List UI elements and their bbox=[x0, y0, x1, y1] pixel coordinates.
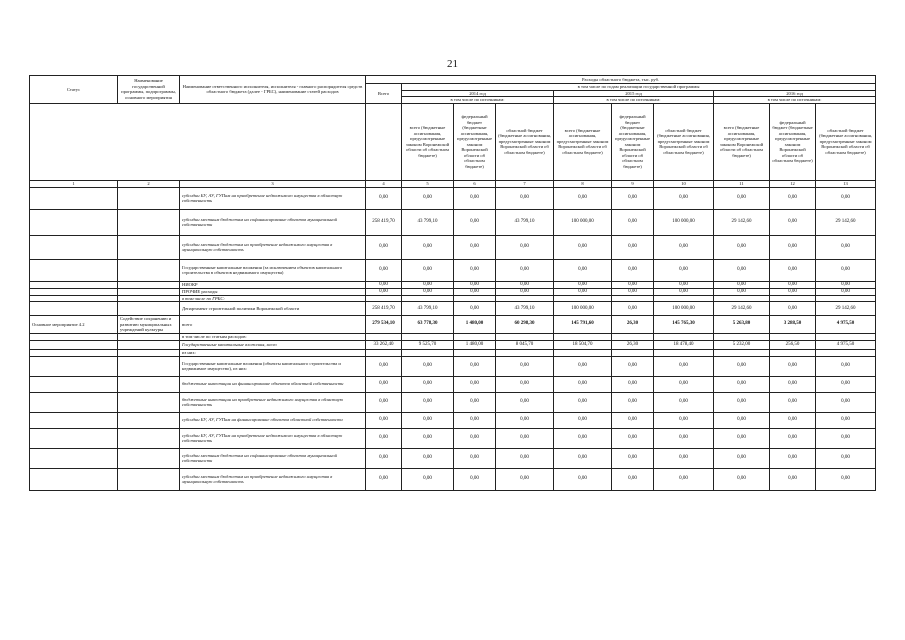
value-cell: 0,00 bbox=[554, 281, 612, 288]
header-col-federal: федеральный бюджет (бюджетные ассигнования, предусмотренные законом Воронежской области об областном бюджете) bbox=[612, 103, 654, 180]
value-cell: 0,00 bbox=[770, 468, 816, 490]
value-cell: 0,00 bbox=[496, 428, 554, 448]
value-cell bbox=[612, 349, 654, 356]
value-cell: 0,00 bbox=[454, 428, 496, 448]
expense-item-cell: в том числе по ГРБС: bbox=[180, 295, 366, 302]
value-cell: 0,00 bbox=[402, 376, 454, 392]
program-name-cell bbox=[118, 412, 180, 428]
expense-item-cell: Государственные капитальные вложения (за исключением объектов капитального строительства в объектов недвижимого имущества) bbox=[180, 259, 366, 281]
status-cell bbox=[30, 259, 118, 281]
value-cell bbox=[496, 349, 554, 356]
status-cell bbox=[30, 235, 118, 259]
value-cell: 0,00 bbox=[496, 448, 554, 468]
value-cell: 0,00 bbox=[654, 259, 714, 281]
value-cell: 0,00 bbox=[654, 448, 714, 468]
value-cell: 0,00 bbox=[770, 412, 816, 428]
value-cell: 0,00 bbox=[496, 468, 554, 490]
value-cell: 0,00 bbox=[402, 392, 454, 412]
value-cell: 100 000,00 bbox=[554, 209, 612, 235]
value-cell: 0,00 bbox=[816, 187, 876, 209]
value-cell: 0,00 bbox=[654, 428, 714, 448]
status-cell bbox=[30, 302, 118, 316]
value-cell: 0,00 bbox=[402, 428, 454, 448]
value-cell: 0,00 bbox=[612, 392, 654, 412]
program-name-cell bbox=[118, 281, 180, 288]
value-cell: 0,00 bbox=[770, 187, 816, 209]
expenses-table bbox=[29, 75, 876, 491]
value-cell: 0,00 bbox=[816, 428, 876, 448]
value-cell: 0,00 bbox=[496, 376, 554, 392]
value-cell bbox=[554, 349, 612, 356]
value-cell: 0,00 bbox=[496, 259, 554, 281]
column-number: 9 bbox=[612, 180, 654, 187]
value-cell: 18 478,40 bbox=[654, 340, 714, 349]
value-cell: 0,00 bbox=[554, 235, 612, 259]
program-name-cell bbox=[118, 376, 180, 392]
value-cell: 0,00 bbox=[714, 428, 770, 448]
value-cell: 0,00 bbox=[366, 468, 402, 490]
table-row bbox=[30, 235, 876, 259]
value-cell: 0,00 bbox=[554, 259, 612, 281]
value-cell bbox=[366, 349, 402, 356]
value-cell: 0,00 bbox=[454, 468, 496, 490]
value-cell: 0,00 bbox=[612, 187, 654, 209]
value-cell: 0,00 bbox=[554, 448, 612, 468]
value-cell: 26,30 bbox=[612, 316, 654, 334]
header-year-2014: 2014 год bbox=[402, 90, 554, 97]
expense-item-cell: ПРОЧИЕ расходы bbox=[180, 288, 366, 295]
value-cell: 0,00 bbox=[366, 288, 402, 295]
expense-item-cell: Государственные капитальные вложения, всего bbox=[180, 340, 366, 349]
value-cell: 0,00 bbox=[612, 302, 654, 316]
header-by-sources: в том числе по источникам: bbox=[554, 97, 714, 104]
program-name-cell bbox=[118, 392, 180, 412]
value-cell: 1 480,00 bbox=[454, 340, 496, 349]
value-cell: 258 419,70 bbox=[366, 302, 402, 316]
value-cell: 0,00 bbox=[714, 448, 770, 468]
value-cell: 4 975,50 bbox=[816, 340, 876, 349]
value-cell: 0,00 bbox=[714, 281, 770, 288]
value-cell: 0,00 bbox=[654, 376, 714, 392]
value-cell: 0,00 bbox=[454, 187, 496, 209]
value-cell: 0,00 bbox=[612, 412, 654, 428]
value-cell bbox=[496, 333, 554, 340]
column-number: 12 bbox=[770, 180, 816, 187]
column-number: 2 bbox=[118, 180, 180, 187]
expense-item-cell: НИОКР bbox=[180, 281, 366, 288]
value-cell: 18 504,70 bbox=[554, 340, 612, 349]
value-cell: 0,00 bbox=[714, 376, 770, 392]
value-cell: 0,00 bbox=[714, 235, 770, 259]
expense-item-cell: в том числе по статьям расходов: bbox=[180, 333, 366, 340]
value-cell: 0,00 bbox=[816, 281, 876, 288]
value-cell: 258 419,70 bbox=[366, 209, 402, 235]
value-cell: 0,00 bbox=[714, 288, 770, 295]
value-cell: 0,00 bbox=[770, 302, 816, 316]
status-cell bbox=[30, 340, 118, 349]
expense-item-cell: Государственные капитальные вложения (объекты капитального строительства и недвижимое имущество), из них: bbox=[180, 356, 366, 376]
value-cell: 0,00 bbox=[654, 356, 714, 376]
value-cell: 3 288,50 bbox=[770, 316, 816, 334]
value-cell: 4 975,50 bbox=[816, 316, 876, 334]
value-cell: 33 262,40 bbox=[366, 340, 402, 349]
value-cell: 0,00 bbox=[770, 428, 816, 448]
header-by-sources: в том числе по источникам: bbox=[402, 97, 554, 104]
value-cell: 0,00 bbox=[816, 235, 876, 259]
value-cell: 0,00 bbox=[654, 288, 714, 295]
column-number: 11 bbox=[714, 180, 770, 187]
page-number: 21 bbox=[447, 58, 458, 70]
value-cell bbox=[454, 349, 496, 356]
status-cell bbox=[30, 209, 118, 235]
status-cell bbox=[30, 356, 118, 376]
value-cell: 0,00 bbox=[816, 412, 876, 428]
table-row bbox=[30, 349, 876, 356]
value-cell: 0,00 bbox=[496, 288, 554, 295]
value-cell: 256,50 bbox=[770, 340, 816, 349]
status-cell bbox=[30, 288, 118, 295]
value-cell bbox=[454, 333, 496, 340]
program-name-cell bbox=[118, 187, 180, 209]
value-cell bbox=[770, 349, 816, 356]
value-cell: 0,00 bbox=[612, 376, 654, 392]
status-cell bbox=[30, 349, 118, 356]
value-cell: 0,00 bbox=[496, 187, 554, 209]
table-row bbox=[30, 302, 876, 316]
value-cell: 0,00 bbox=[714, 356, 770, 376]
status-cell bbox=[30, 376, 118, 392]
value-cell: 0,00 bbox=[770, 376, 816, 392]
value-cell: 0,00 bbox=[770, 288, 816, 295]
value-cell: 0,00 bbox=[454, 448, 496, 468]
header-col-all: всего (бюджетные ассигнования, предусмотренные законом Воронежской области об областном бюджете) bbox=[402, 103, 454, 180]
value-cell: 0,00 bbox=[366, 281, 402, 288]
value-cell: 8 045,70 bbox=[496, 340, 554, 349]
value-cell: 0,00 bbox=[554, 376, 612, 392]
table-row bbox=[30, 392, 876, 412]
value-cell: 0,00 bbox=[554, 428, 612, 448]
status-cell bbox=[30, 281, 118, 288]
value-cell: 0,00 bbox=[770, 259, 816, 281]
status-cell bbox=[30, 468, 118, 490]
status-cell bbox=[30, 448, 118, 468]
value-cell: 0,00 bbox=[454, 288, 496, 295]
value-cell: 0,00 bbox=[496, 412, 554, 428]
value-cell: 0,00 bbox=[554, 392, 612, 412]
value-cell: 0,00 bbox=[554, 468, 612, 490]
value-cell bbox=[402, 333, 454, 340]
value-cell: 145 765,30 bbox=[654, 316, 714, 334]
program-name-cell bbox=[118, 235, 180, 259]
value-cell: 0,00 bbox=[496, 281, 554, 288]
value-cell: 5 263,80 bbox=[714, 316, 770, 334]
value-cell: 0,00 bbox=[770, 235, 816, 259]
value-cell: 0,00 bbox=[816, 392, 876, 412]
value-cell: 29 142,60 bbox=[816, 209, 876, 235]
header-col-regional: областной бюджет (бюджетные ассигнования, предусмотренные законом Воронежской области об областном бюджете) bbox=[654, 103, 714, 180]
table-row bbox=[30, 412, 876, 428]
value-cell: 0,00 bbox=[366, 376, 402, 392]
program-name-cell bbox=[118, 288, 180, 295]
expense-item-cell: из них: bbox=[180, 349, 366, 356]
column-number: 5 bbox=[402, 180, 454, 187]
value-cell: 0,00 bbox=[714, 392, 770, 412]
value-cell: 279 534,10 bbox=[366, 316, 402, 334]
value-cell: 0,00 bbox=[654, 235, 714, 259]
value-cell: 0,00 bbox=[654, 468, 714, 490]
expense-item-cell: субсидии БУ, АУ, ГУПам на приобретение недвижимого имущества в областную собственность bbox=[180, 428, 366, 448]
value-cell: 0,00 bbox=[402, 259, 454, 281]
value-cell: 0,00 bbox=[612, 288, 654, 295]
value-cell: 0,00 bbox=[816, 356, 876, 376]
program-name-cell bbox=[118, 259, 180, 281]
value-cell bbox=[654, 333, 714, 340]
value-cell: 0,00 bbox=[454, 235, 496, 259]
value-cell bbox=[612, 333, 654, 340]
table-row bbox=[30, 316, 876, 334]
value-cell: 29 142,60 bbox=[714, 209, 770, 235]
value-cell: 0,00 bbox=[496, 356, 554, 376]
value-cell: 0,00 bbox=[366, 187, 402, 209]
expense-item-cell: бюджетные инвестиции на приобретение недвижимого имущества в областную собственность bbox=[180, 392, 366, 412]
column-number: 8 bbox=[554, 180, 612, 187]
program-name-cell: Содействие сохранению и развитию муниципальных учреждений культуры bbox=[118, 316, 180, 334]
value-cell: 0,00 bbox=[816, 448, 876, 468]
value-cell bbox=[554, 333, 612, 340]
value-cell: 0,00 bbox=[554, 288, 612, 295]
value-cell: 0,00 bbox=[402, 281, 454, 288]
value-cell: 0,00 bbox=[714, 187, 770, 209]
value-cell: 0,00 bbox=[454, 412, 496, 428]
expense-item-cell: субсидии местным бюджетам на приобретение недвижимого имущества в муниципальную собственность bbox=[180, 235, 366, 259]
value-cell: 43 799,10 bbox=[402, 209, 454, 235]
header-col-all: всего (бюджетные ассигнования, предусмотренные законом Воронежской области об областном бюджете) bbox=[554, 103, 612, 180]
header-executor-name: Наименование ответственного исполнителя, исполнителя - главного распорядителя средств областного бюджета (далее - ГРБС), наименование статей расходов bbox=[180, 76, 366, 104]
value-cell: 0,00 bbox=[654, 412, 714, 428]
value-cell: 0,00 bbox=[612, 428, 654, 448]
header-year-2015: 2015 год bbox=[554, 90, 714, 97]
column-number: 7 bbox=[496, 180, 554, 187]
value-cell: 26,30 bbox=[612, 340, 654, 349]
status-cell bbox=[30, 392, 118, 412]
value-cell: 0,00 bbox=[454, 302, 496, 316]
value-cell: 43 799,10 bbox=[496, 209, 554, 235]
program-name-cell bbox=[118, 356, 180, 376]
value-cell: 0,00 bbox=[714, 412, 770, 428]
table-row bbox=[30, 259, 876, 281]
expense-item-cell: субсидии БУ, АУ, ГУПам на финансирование объектов областной собственности bbox=[180, 412, 366, 428]
value-cell: 0,00 bbox=[554, 356, 612, 376]
value-cell: 0,00 bbox=[714, 259, 770, 281]
program-name-cell bbox=[118, 302, 180, 316]
value-cell: 0,00 bbox=[496, 392, 554, 412]
column-number: 1 bbox=[30, 180, 118, 187]
value-cell: 63 778,30 bbox=[402, 316, 454, 334]
status-cell bbox=[30, 428, 118, 448]
value-cell bbox=[402, 349, 454, 356]
value-cell bbox=[654, 349, 714, 356]
value-cell: 0,00 bbox=[714, 468, 770, 490]
value-cell: 0,00 bbox=[366, 412, 402, 428]
expense-item-cell: субсидии местным бюджетам на софинансирование объектов муниципальной собственности bbox=[180, 448, 366, 468]
value-cell: 0,00 bbox=[402, 235, 454, 259]
value-cell: 0,00 bbox=[554, 412, 612, 428]
value-cell: 0,00 bbox=[816, 288, 876, 295]
header-year-2016: 2016 год bbox=[714, 90, 876, 97]
value-cell: 29 142,60 bbox=[816, 302, 876, 316]
value-cell: 0,00 bbox=[612, 468, 654, 490]
table-row bbox=[30, 187, 876, 209]
value-cell: 0,00 bbox=[612, 259, 654, 281]
value-cell: 1 480,00 bbox=[454, 316, 496, 334]
value-cell: 0,00 bbox=[770, 356, 816, 376]
status-cell bbox=[30, 412, 118, 428]
column-number: 13 bbox=[816, 180, 876, 187]
value-cell: 0,00 bbox=[366, 448, 402, 468]
table-row bbox=[30, 468, 876, 490]
value-cell: 0,00 bbox=[366, 356, 402, 376]
table-row bbox=[30, 333, 876, 340]
value-cell: 43 799,10 bbox=[496, 302, 554, 316]
header-status: Статус bbox=[30, 76, 118, 104]
value-cell: 0,00 bbox=[454, 356, 496, 376]
column-number: 3 bbox=[180, 180, 366, 187]
header-by-sources: в том числе по источникам: bbox=[714, 97, 876, 104]
table-row bbox=[30, 288, 876, 295]
expense-item-cell: субсидии местным бюджетам на приобретение недвижимого имущества в муниципальную собственность bbox=[180, 468, 366, 490]
value-cell: 100 000,00 bbox=[654, 209, 714, 235]
table-row bbox=[30, 428, 876, 448]
program-name-cell bbox=[118, 209, 180, 235]
expense-item-cell: бюджетные инвестиции на финансирование объектов областной собственности bbox=[180, 376, 366, 392]
header-total: Всего bbox=[366, 84, 402, 104]
value-cell: 100 000,00 bbox=[654, 302, 714, 316]
value-cell bbox=[366, 333, 402, 340]
program-name-cell bbox=[118, 428, 180, 448]
value-cell: 0,00 bbox=[654, 281, 714, 288]
value-cell: 43 799,10 bbox=[402, 302, 454, 316]
expense-item-cell: Департамент строительной политики Воронежской области bbox=[180, 302, 366, 316]
value-cell: 0,00 bbox=[770, 209, 816, 235]
value-cell: 0,00 bbox=[612, 281, 654, 288]
program-name-cell bbox=[118, 340, 180, 349]
expense-item-cell: всего bbox=[180, 316, 366, 334]
table-row bbox=[30, 356, 876, 376]
table-body bbox=[30, 187, 876, 490]
value-cell: 0,00 bbox=[816, 468, 876, 490]
value-cell: 0,00 bbox=[402, 356, 454, 376]
expense-item-cell: субсидии местным бюджетам на софинансирование объектов муниципальной собственности bbox=[180, 209, 366, 235]
value-cell: 0,00 bbox=[612, 356, 654, 376]
value-cell: 0,00 bbox=[366, 259, 402, 281]
value-cell: 0,00 bbox=[366, 392, 402, 412]
value-cell: 0,00 bbox=[816, 259, 876, 281]
table-row bbox=[30, 340, 876, 349]
value-cell: 0,00 bbox=[402, 468, 454, 490]
value-cell: 0,00 bbox=[454, 392, 496, 412]
value-cell: 0,00 bbox=[402, 448, 454, 468]
value-cell: 60 298,30 bbox=[496, 316, 554, 334]
value-cell bbox=[816, 333, 876, 340]
value-cell bbox=[714, 349, 770, 356]
column-number-row bbox=[30, 180, 876, 187]
value-cell bbox=[714, 333, 770, 340]
value-cell: 0,00 bbox=[454, 281, 496, 288]
value-cell: 0,00 bbox=[654, 392, 714, 412]
value-cell: 0,00 bbox=[454, 209, 496, 235]
program-name-cell bbox=[118, 468, 180, 490]
header-expenses: Расходы областного бюджета, тыс. руб. bbox=[366, 76, 876, 84]
header-col-federal: федеральный бюджет (бюджетные ассигнования, предусмотренные законом Воронежской области об областном бюджете) bbox=[454, 103, 496, 180]
value-cell: 0,00 bbox=[612, 209, 654, 235]
header-col-all: всего (бюджетные ассигнования, предусмотренные законом Воронежской области об областном бюджете) bbox=[714, 103, 770, 180]
value-cell bbox=[770, 333, 816, 340]
value-cell: 29 142,60 bbox=[714, 302, 770, 316]
value-cell: 0,00 bbox=[454, 376, 496, 392]
table-header bbox=[30, 76, 876, 188]
expense-item-cell: субсидии БУ, АУ, ГУПам на приобретение недвижимого имущества в областную собственность bbox=[180, 187, 366, 209]
value-cell: 100 000,00 bbox=[554, 302, 612, 316]
value-cell: 0,00 bbox=[366, 428, 402, 448]
value-cell: 0,00 bbox=[770, 281, 816, 288]
value-cell: 0,00 bbox=[612, 235, 654, 259]
header-program-name: Наименование государственной программы, подпрограммы, основного мероприятия bbox=[118, 76, 180, 104]
table-row bbox=[30, 281, 876, 288]
status-cell bbox=[30, 187, 118, 209]
header-by-years: в том числе по годам реализации государственной программы bbox=[402, 84, 876, 91]
program-name-cell bbox=[118, 448, 180, 468]
value-cell: 0,00 bbox=[454, 259, 496, 281]
program-name-cell bbox=[118, 333, 180, 340]
value-cell bbox=[816, 349, 876, 356]
column-number: 10 bbox=[654, 180, 714, 187]
header-col-federal: федеральный бюджет (бюджетные ассигнования, предусмотренные законом Воронежской области об областном бюджете) bbox=[770, 103, 816, 180]
status-cell bbox=[30, 333, 118, 340]
value-cell: 0,00 bbox=[612, 448, 654, 468]
value-cell: 145 791,60 bbox=[554, 316, 612, 334]
value-cell: 5 232,00 bbox=[714, 340, 770, 349]
header-col-regional: областной бюджет (бюджетные ассигнования, предусмотренные законом Воронежской области об областном бюджете) bbox=[816, 103, 876, 180]
value-cell: 0,00 bbox=[654, 187, 714, 209]
status-cell: Основное мероприятие 4.2 bbox=[30, 316, 118, 334]
value-cell: 0,00 bbox=[770, 448, 816, 468]
value-cell: 0,00 bbox=[366, 235, 402, 259]
column-number: 4 bbox=[366, 180, 402, 187]
value-cell: 0,00 bbox=[496, 235, 554, 259]
value-cell: 9 525,70 bbox=[402, 340, 454, 349]
table-row bbox=[30, 376, 876, 392]
program-name-cell bbox=[118, 349, 180, 356]
column-number: 6 bbox=[454, 180, 496, 187]
value-cell: 0,00 bbox=[770, 392, 816, 412]
value-cell: 0,00 bbox=[402, 187, 454, 209]
value-cell: 0,00 bbox=[816, 376, 876, 392]
value-cell: 0,00 bbox=[402, 412, 454, 428]
value-cell: 0,00 bbox=[402, 288, 454, 295]
header-col-regional: областной бюджет (бюджетные ассигнования, предусмотренные законом Воронежской области об областном бюджете) bbox=[496, 103, 554, 180]
table-row bbox=[30, 209, 876, 235]
value-cell: 0,00 bbox=[554, 187, 612, 209]
table-row bbox=[30, 448, 876, 468]
